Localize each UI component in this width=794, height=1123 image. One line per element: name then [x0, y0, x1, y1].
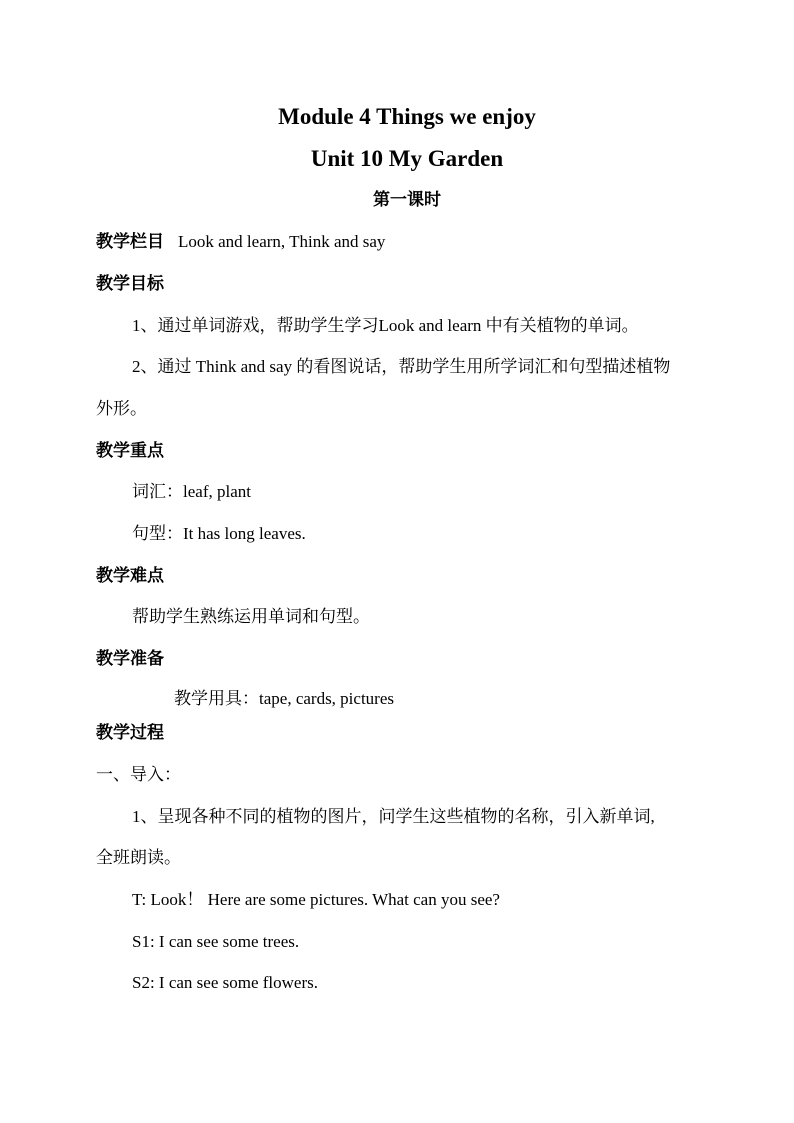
document-title: Module 4 Things we enjoy — [278, 104, 536, 129]
dialogue-student-2: S2: I can see some flowers. — [132, 973, 319, 992]
dialogue-student-1: S1: I can see some trees. — [132, 932, 300, 951]
section-1-heading: 一、导入： — [96, 765, 181, 784]
unit-title: Unit 10 My Garden — [310, 146, 504, 171]
step-1-line1: 1、呈现各种不同的植物的图片，问学生这些植物的名称，引入新单词, — [132, 807, 655, 826]
step-1-line2: 全班朗读。 — [96, 848, 181, 867]
dialogue-teacher: T: Look！ Here are some pictures. What can you see? — [132, 890, 500, 909]
column-row — [96, 231, 385, 253]
column-value: Look and learn, Think and say — [178, 232, 386, 251]
process-heading: 教学过程 — [96, 723, 164, 742]
objective-2-line2: 外形。 — [96, 399, 147, 418]
key-points-heading: 教学重点 — [96, 441, 164, 460]
objectives-heading: 教学目标 — [96, 274, 164, 293]
sentence-line: 句型：It has long leaves. — [132, 524, 306, 543]
difficulties-text: 帮助学生熟练运用单词和句型。 — [132, 607, 370, 626]
objective-2-line1: 2、通过 Think and say 的看图说话，帮助学生用所学词汇和句型描述植物 — [132, 357, 671, 376]
vocab-line: 词汇：leaf, plant — [132, 482, 251, 501]
preparation-text: 教学用具：tape, cards, pictures — [174, 689, 394, 708]
difficulties-heading: 教学难点 — [96, 566, 164, 585]
objective-1: 1、通过单词游戏，帮助学生学习Look and learn 中有关植物的单词。 — [132, 316, 639, 335]
column-label: 教学栏目 — [96, 232, 164, 251]
preparation-heading: 教学准备 — [96, 649, 164, 668]
lesson-label: 第一课时 — [373, 190, 441, 209]
